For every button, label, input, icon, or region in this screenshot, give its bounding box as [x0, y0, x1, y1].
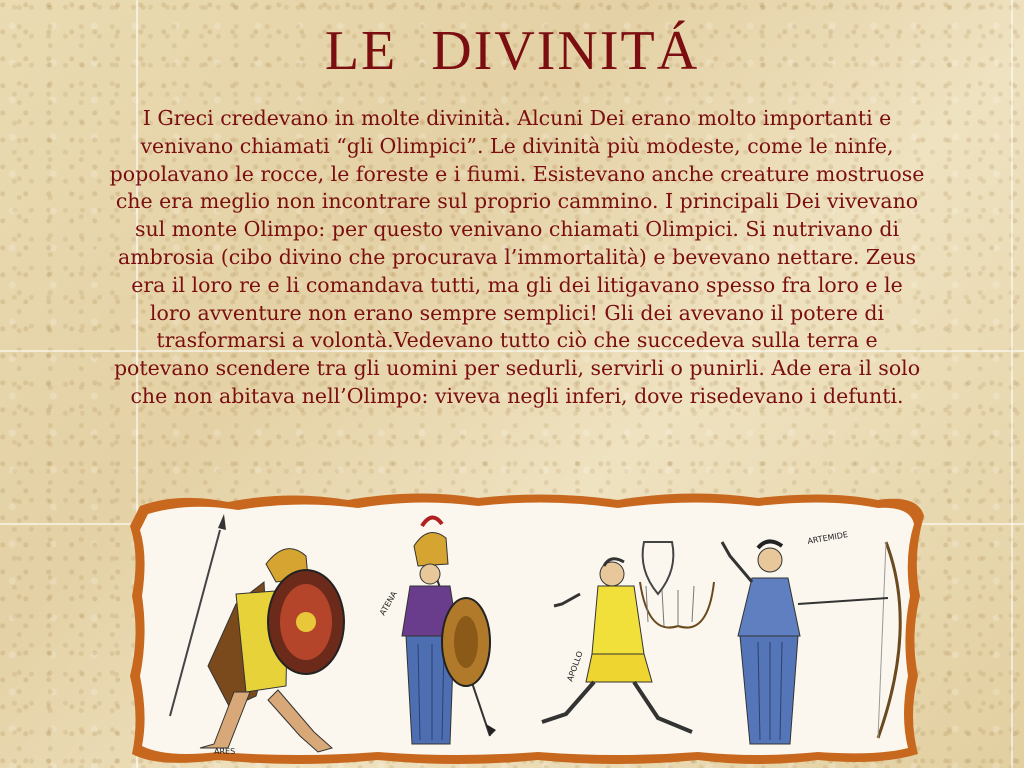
gods-illustration — [118, 486, 930, 768]
athena-label: ATENA — [377, 589, 399, 617]
apollo-label: APOLLO — [565, 649, 585, 683]
slide-body-text: I Greci credevano in molte divinità. Alcuni Dei erano molto importanti e venivano chiamati “gli Olimpici”. Le divinità più modeste, come le ninfe, popolavano le rocce, le foreste e i fiumi. Esistevano anche creature mostruose che era meglio non incontrare sul proprio cammino. I principali Dei vivevano sul monte Olimpo: per questo venivano chiamati Olimpici. Si nutrivano di ambrosia (cibo divino che procurava l’immortalità) e bevevano nettare. Zeus era il loro re e li comandava tutti, ma gli dei litigavano spesso fra loro e le loro avventure non erano sempre semplici! Gli dei avevano il potere di trasformarsi a volontà.Vedevano tutto ciò che succedeva sulla terra e potevano scendere tra gli uomini per sedurli, servirli o punirli. Ade era il solo che non abitava nell’Olimpo: viveva negli inferi, dove risedevano i defunti. — [109, 106, 925, 408]
artemis-label: ARTEMIDE — [806, 530, 849, 546]
texture-seam — [1011, 0, 1013, 768]
ares-label: ARES — [214, 747, 236, 756]
slide-title: LE DIVINITÁ — [324, 20, 700, 82]
